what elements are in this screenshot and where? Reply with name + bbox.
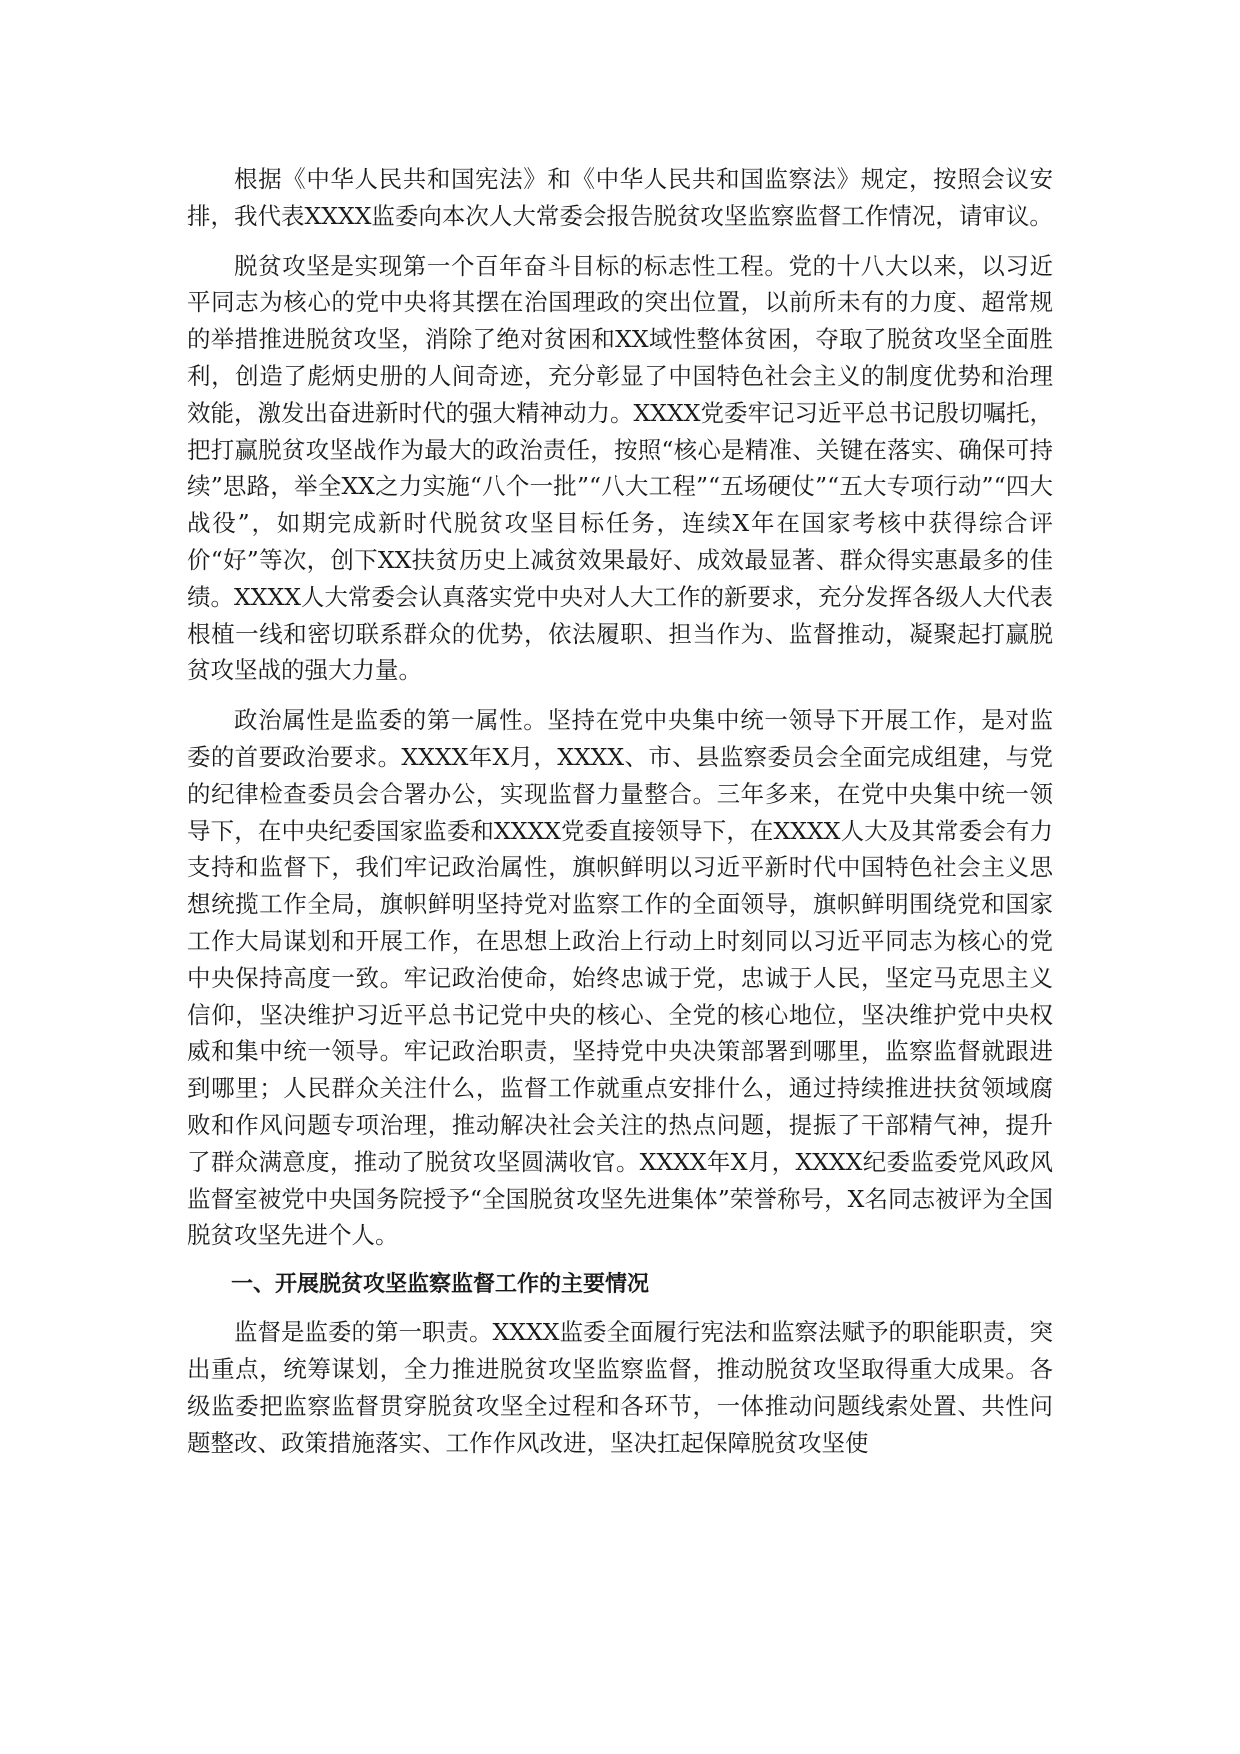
paragraph-intro: 根据《中华人民共和国宪法》和《中华人民共和国监察法》规定，按照会议安排，我代表XXXX监委向本次人大常委会报告脱贫攻坚监察监督工作情况，请审议。 bbox=[187, 165, 1053, 230]
section-heading: 一、开展脱贫攻坚监察监督工作的主要情况 bbox=[231, 1272, 650, 1298]
document-body bbox=[187, 161, 1053, 1474]
paragraph-poverty-alleviation: 脱贫攻坚是实现第一个百年奋斗目标的标志性工程。党的十八大以来，以习近平同志为核心的党中央将其摆在治国理政的突出位置，以前所未有的力度、超常规的举措推进脱贫攻坚，消除了绝对贫困和XX域性整体贫困，夺取了脱贫攻坚全面胜利，创造了彪炳史册的人间奇迹，充分彰显了中国特色社会主义的制度优势和治理效能，激发出奋进新时代的强大精神动力。XXXX党委牢记习近平总书记殷切嘱托，把打赢脱贫攻坚战作为最大的政治责任，按照“核心是精准、关键在落实、确保可持续”思路，举全XX之力实施“八个一批”“八大工程”“五场硬仗”“五大专项行动”“四大战役”，如期完成新时代脱贫攻坚目标任务，连续X年在国家考核中获得综合评价“好”等次，创下XX扶贫历史上减贫效果最好、成效最显著、群众得实惠最多的佳绩。XXXX人大常委会认真落实党中央对人大工作的新要求，充分发挥各级人大代表根植一线和密切联系群众的优势，依法履职、担当作为、监督推动，凝聚起打赢脱贫攻坚战的强大力量。 bbox=[187, 251, 1053, 685]
paragraph-supervision: 监督是监委的第一职责。XXXX监委全面履行宪法和监察法赋予的职能职责，突出重点，统筹谋划，全力推进脱贫攻坚监察监督，推动脱贫攻坚取得重大成果。各级监委把监察监督贯穿脱贫攻坚全过程和各环节，一体推动问题线索处置、共性问题整改、政策措施落实、工作作风改进，坚决扛起保障脱贫攻坚使 bbox=[187, 1318, 1053, 1457]
paragraph-political-attribute: 政治属性是监委的第一属性。坚持在党中央集中统一领导下开展工作，是对监委的首要政治要求。XXXX年X月，XXXX、市、县监察委员会全面完成组建，与党的纪律检查委员会合署办公，实现监督力量整合。三年多来，在党中央集中统一领导下，在中央纪委国家监委和XXXX党委直接领导下，在XXXX人大及其常委会有力支持和监督下，我们牢记政治属性，旗帜鲜明以习近平新时代中国特色社会主义思想统揽工作全局，旗帜鲜明坚持党对监察工作的全面领导，旗帜鲜明围绕党和国家工作大局谋划和开展工作，在思想上政治上行动上时刻同以习近平同志为核心的党中央保持高度一致。牢记政治使命，始终忠诚于党，忠诚于人民，坚定马克思主义信仰，坚决维护习近平总书记党中央的核心、全党的核心地位，坚决维护党中央权威和集中统一领导。牢记政治职责，坚持党中央决策部署到哪里，监察监督就跟进到哪里；人民群众关注什么，监督工作就重点安排什么，通过持续推进扶贫领域腐败和作风问题专项治理，推动解决社会关注的热点问题，提振了干部精气神，提升了群众满意度，推动了脱贫攻坚圆满收官。XXXX年X月，XXXX纪委监委党风政风监督室被党中央国务院授予“全国脱贫攻坚先进集体”荣誉称号，X名同志被评为全国脱贫攻坚先进个人。 bbox=[187, 706, 1053, 1250]
